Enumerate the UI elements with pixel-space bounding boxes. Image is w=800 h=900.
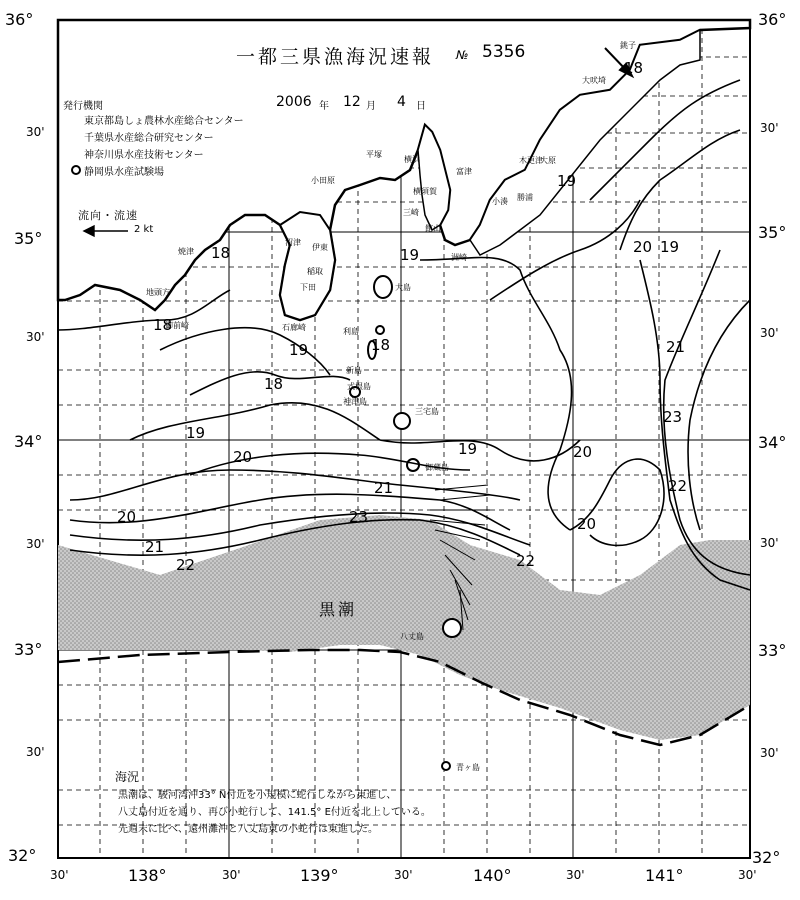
- island-aogashima: [442, 762, 450, 770]
- isotherm-label: 21: [145, 538, 165, 556]
- lat-left-35: 35°: [14, 229, 43, 248]
- lat-right-33-30: 30': [760, 536, 779, 550]
- place-kisarazu: 木更津: [519, 156, 543, 165]
- place-ohara: 大原: [540, 156, 556, 165]
- isotherm-label: 19: [186, 424, 206, 442]
- place-katsuura: 勝浦: [517, 193, 533, 202]
- date-year: 2006: [276, 94, 312, 110]
- date-month-unit: 月: [366, 101, 376, 112]
- place-inatori: 稲取: [307, 267, 323, 276]
- lat-left-35-30: 30': [26, 125, 45, 139]
- date-month: 12: [343, 94, 361, 110]
- place-odawara: 小田原: [311, 176, 335, 185]
- publisher-heading: 発行機関: [63, 101, 103, 112]
- isotherm-label: 18: [371, 336, 391, 354]
- lon-140: 140°: [473, 866, 512, 885]
- isotherm-label: 18: [153, 316, 173, 334]
- place-numazu: 沼津: [285, 238, 301, 247]
- map-title: 一都三県漁海況速報: [236, 46, 435, 68]
- isotherm-label: 19: [458, 440, 478, 458]
- isotherm-label: 23: [663, 408, 683, 426]
- lat-right-34: 34°: [758, 433, 787, 452]
- place-choshi: 銚子: [620, 41, 636, 50]
- isotherm-label: 21: [374, 479, 394, 497]
- publisher-org-chiba: 千葉県水産総合研究センター: [84, 133, 214, 144]
- lat-right-34-30: 30': [760, 326, 779, 340]
- isotherm-label: 19: [289, 341, 309, 359]
- flow-legend-speed: 2 kt: [134, 224, 154, 235]
- lat-left-34: 34°: [14, 432, 43, 451]
- lat-right-32: 32°: [752, 848, 781, 867]
- isotherm-label: 19: [660, 238, 680, 256]
- place-tateyama: 館山: [425, 224, 441, 233]
- place-kominato: 小湊: [492, 197, 508, 206]
- place-futtsu: 富津: [456, 167, 472, 176]
- shizuoka-marker: [72, 166, 80, 174]
- island-mikura: [407, 459, 419, 471]
- place-inubo: 大吠埼: [582, 76, 606, 85]
- lon-139: 139°: [300, 866, 339, 885]
- island-oshima: [374, 276, 392, 298]
- lat-left-34-30: 30': [26, 330, 45, 344]
- flow-legend-label: 流向・流速: [78, 209, 138, 222]
- publisher-org-tokyo: 東京都島しょ農林水産総合センター: [84, 116, 244, 127]
- isotherm-label: 19: [557, 172, 577, 190]
- publisher-org-shizuoka: 静岡県水産試験場: [84, 167, 164, 178]
- place-jitogata: 地頭方: [146, 288, 170, 297]
- lat-right-35: 35°: [758, 223, 787, 242]
- lon-139-30: 30': [394, 868, 413, 882]
- isotherm-label: 20: [577, 515, 597, 533]
- date-day-unit: 日: [416, 101, 426, 112]
- place-nozaki: 洲崎: [451, 253, 467, 262]
- isotherm-label: 18: [624, 59, 644, 77]
- place-yaizu: 焼津: [178, 247, 194, 256]
- lon-138: 138°: [128, 866, 167, 885]
- lat-left-33-30: 30': [26, 537, 45, 551]
- date-day: 4: [397, 94, 406, 110]
- lon-138-30: 30': [222, 868, 241, 882]
- publisher-org-kanagawa: 神奈川県水産技術センター: [84, 150, 204, 161]
- conditions-line-2: 八丈島付近を通り、再び小蛇行して、141.5° E付近を北上している。: [118, 807, 431, 818]
- place-aogashima: 青ヶ島: [456, 763, 480, 772]
- isotherm-label: 22: [516, 552, 536, 570]
- isotherm-label: 20: [573, 443, 593, 461]
- place-oshima: 大島: [395, 283, 411, 292]
- place-hiratsuka: 平塚: [366, 150, 382, 159]
- isotherm-label: 18: [264, 375, 284, 393]
- conditions-line-1: 黒潮は、駿河湾沖33° N付近を小規模に蛇行しながら東進し、: [118, 790, 397, 801]
- isotherm-label: 19: [400, 246, 420, 264]
- conditions-heading: 海況: [115, 770, 140, 784]
- island-toshima: [376, 326, 384, 334]
- lat-right-36: 36°: [758, 10, 787, 29]
- kuroshio-label: 黒潮: [319, 600, 358, 619]
- place-niijima: 新島: [346, 366, 362, 375]
- lat-left-32: 32°: [8, 846, 37, 865]
- lat-left-32-30: 30': [26, 745, 45, 759]
- lat-right-32-30: 30': [760, 746, 779, 760]
- date-year-unit: 年: [319, 101, 329, 112]
- isotherm-label: 21: [666, 338, 686, 356]
- place-toshima: 利島: [343, 327, 359, 336]
- isotherm-label: 20: [233, 448, 253, 466]
- place-yokohama: 横浜: [404, 155, 420, 164]
- isotherm-label: 23: [349, 508, 369, 526]
- lat-left-36: 36°: [5, 10, 34, 29]
- conditions-line-3: 先週末に比べ、遠州灘沖と八丈島東の小蛇行は東進した。: [118, 824, 378, 835]
- place-kozushima: 神津島: [343, 397, 367, 406]
- lon-137-30: 30': [50, 868, 69, 882]
- place-shimoda: 下田: [300, 283, 316, 292]
- place-misaki: 三崎: [403, 208, 419, 217]
- place-omaezaki: 御前崎: [165, 321, 189, 330]
- place-mikurajima: 御蔵島: [425, 463, 449, 472]
- issue-number: 5356: [482, 42, 526, 62]
- isotherm-label: 20: [633, 238, 653, 256]
- isotherm-label: 22: [176, 556, 196, 574]
- isotherm-label: 20: [117, 508, 137, 526]
- lon-141: 141°: [645, 866, 684, 885]
- isotherm-label: 22: [668, 477, 688, 495]
- place-shikinejima: 式根島: [347, 382, 371, 391]
- place-irozaki: 石廊崎: [282, 323, 306, 332]
- island-miyake: [394, 413, 410, 429]
- isotherm-label: 18: [211, 244, 231, 262]
- lat-left-33: 33°: [14, 640, 43, 659]
- place-ito: 伊東: [312, 243, 328, 252]
- place-hachijojima: 八丈島: [400, 632, 424, 641]
- issue-prefix: №: [456, 48, 469, 62]
- island-hachijo: [443, 619, 461, 637]
- place-miyakejima: 三宅島: [415, 407, 439, 416]
- lat-right-33: 33°: [758, 641, 787, 660]
- lon-140-30: 30': [566, 868, 585, 882]
- lat-right-35-30: 30': [760, 121, 779, 135]
- place-yokosuka: 横須賀: [413, 187, 437, 196]
- lon-141-30: 30': [738, 868, 757, 882]
